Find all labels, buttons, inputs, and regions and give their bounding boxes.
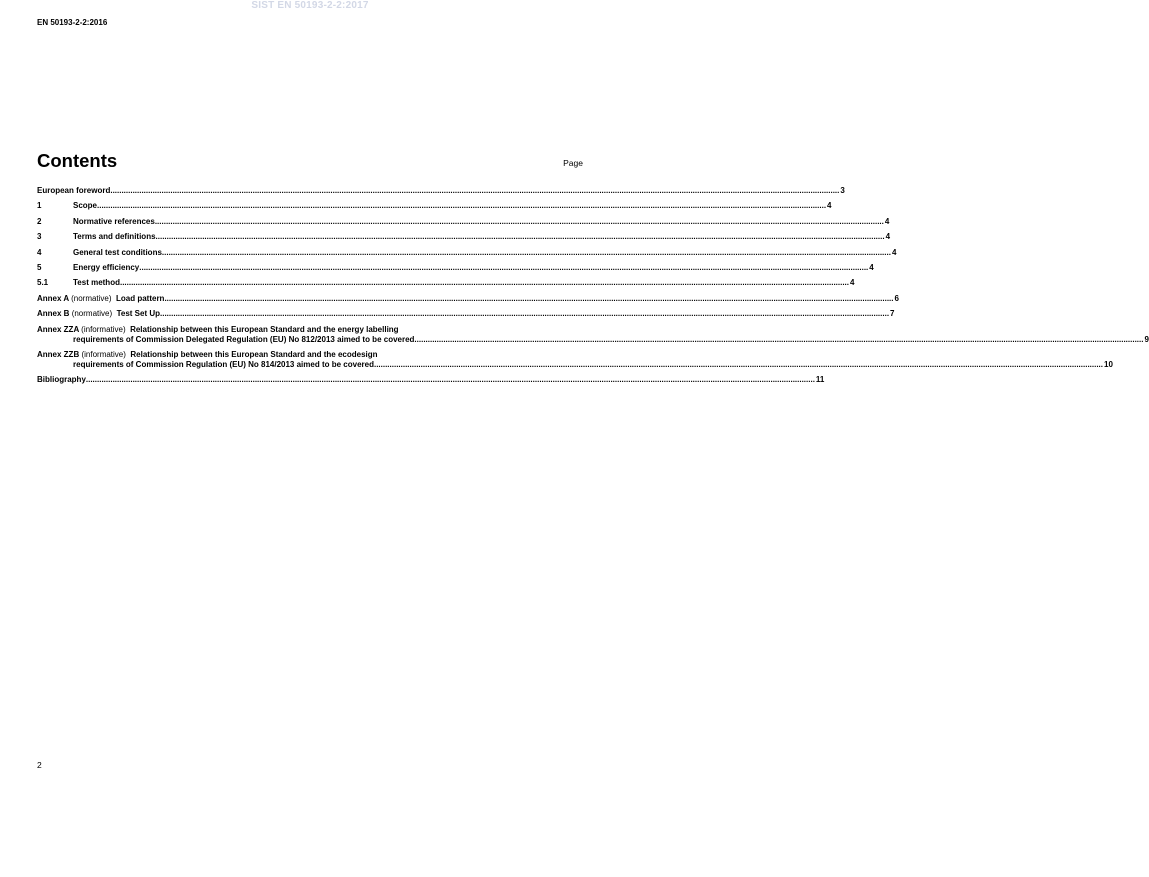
toc-entry-page: 11 bbox=[815, 375, 825, 385]
dot-leader bbox=[156, 232, 885, 242]
dot-leader bbox=[139, 263, 868, 273]
annex-kind: (normative) bbox=[71, 293, 112, 303]
dot-leader bbox=[86, 375, 815, 385]
toc-entry-title bbox=[37, 294, 164, 304]
toc-entry-foreword[interactable] bbox=[37, 186, 845, 196]
toc-entry-page: 9 bbox=[1144, 334, 1149, 344]
toc-entry-title bbox=[37, 350, 1113, 360]
toc-entry-scope[interactable] bbox=[37, 201, 832, 211]
toc-entry-number: 2 bbox=[37, 216, 42, 226]
annex-kind: (informative) bbox=[81, 349, 126, 359]
annex-kind: (informative) bbox=[81, 324, 126, 334]
toc-entry-title: Energy efficiency bbox=[73, 262, 140, 272]
toc-entry-energy-efficiency[interactable] bbox=[37, 262, 874, 273]
dot-leader bbox=[110, 186, 839, 196]
dot-leader bbox=[374, 360, 1103, 370]
dot-leader bbox=[164, 294, 893, 304]
toc-entry-page: 10 bbox=[1104, 359, 1113, 369]
annex-label: Annex A bbox=[37, 293, 69, 303]
dot-leader bbox=[162, 248, 891, 258]
dot-leader bbox=[155, 217, 884, 227]
toc-entry-title: Scope bbox=[73, 201, 98, 211]
toc-entry-number: 5.1 bbox=[37, 278, 49, 288]
toc-entry-title bbox=[37, 309, 160, 319]
toc-entry-bibliography[interactable] bbox=[37, 375, 825, 385]
toc-entry-page: 4 bbox=[850, 278, 855, 288]
toc-entry-page: 6 bbox=[894, 293, 899, 303]
toc-entry-page: 7 bbox=[890, 309, 895, 319]
annex-label: Annex B bbox=[37, 309, 70, 319]
annex-label: Annex ZZA bbox=[37, 324, 79, 334]
toc-entry-number: 4 bbox=[37, 247, 42, 257]
toc-entry-number: 5 bbox=[37, 262, 42, 272]
toc-entry-page: 4 bbox=[885, 232, 891, 242]
document-id: EN 50193-2-2:2016 bbox=[37, 18, 108, 27]
toc-entry-number: 1 bbox=[37, 201, 42, 211]
page-column-label: Page bbox=[563, 158, 583, 168]
dot-leader bbox=[120, 278, 849, 288]
annex-kind: (normative) bbox=[71, 309, 113, 319]
annex-title: Load pattern bbox=[116, 293, 165, 303]
toc-entry-title: European foreword bbox=[37, 186, 111, 195]
annex-title-line2: requirements of Commission Regulation (EU) No 814/2013 aimed to be covered bbox=[73, 359, 374, 369]
toc-entry-title: Test method bbox=[73, 278, 120, 288]
toc-entry-page: 4 bbox=[884, 216, 890, 226]
page-number: 2 bbox=[37, 760, 42, 770]
toc-entry-terms[interactable] bbox=[37, 232, 891, 242]
toc-entry-page: 4 bbox=[827, 201, 832, 211]
toc-entry-annex-b[interactable] bbox=[37, 309, 895, 319]
toc-entry-general-test-conditions[interactable] bbox=[37, 247, 897, 258]
toc-entry-annex-a[interactable] bbox=[37, 293, 899, 304]
toc-entry-title bbox=[37, 325, 1149, 335]
annex-title-line1: Relationship between this European Standard and the ecodesign bbox=[130, 349, 378, 359]
annex-title-line1: Relationship between this European Standard and the energy labelling bbox=[130, 324, 399, 334]
toc-entry-test-method[interactable] bbox=[37, 278, 855, 288]
annex-label: Annex ZZB bbox=[37, 349, 80, 359]
toc-entry-title: Normative references bbox=[73, 216, 155, 226]
toc-entry-annex-zza[interactable] bbox=[37, 324, 1149, 345]
toc-entry-page: 3 bbox=[840, 186, 845, 195]
dot-leader bbox=[97, 201, 826, 211]
table-of-contents bbox=[37, 186, 1149, 391]
annex-title-line2: requirements of Commission Delegated Regulation (EU) No 812/2013 aimed to be covered bbox=[73, 334, 415, 344]
dot-leader bbox=[160, 309, 889, 319]
watermark: SIST EN 50193-2-2:2017 bbox=[251, 0, 369, 11]
toc-entry-page: 4 bbox=[891, 247, 897, 257]
toc-entry-title: General test conditions bbox=[73, 247, 162, 257]
contents-heading: Contents bbox=[37, 150, 118, 171]
annex-title: Test Set Up bbox=[116, 309, 161, 319]
toc-entry-title: Terms and definitions bbox=[73, 232, 156, 242]
toc-entry-normative-references[interactable] bbox=[37, 216, 890, 227]
toc-entry-title: Bibliography bbox=[37, 375, 86, 385]
toc-entry-annex-zzb[interactable] bbox=[37, 349, 1113, 370]
toc-entry-number: 3 bbox=[37, 232, 42, 242]
toc-entry-page: 4 bbox=[869, 262, 874, 272]
dot-leader bbox=[414, 335, 1143, 345]
